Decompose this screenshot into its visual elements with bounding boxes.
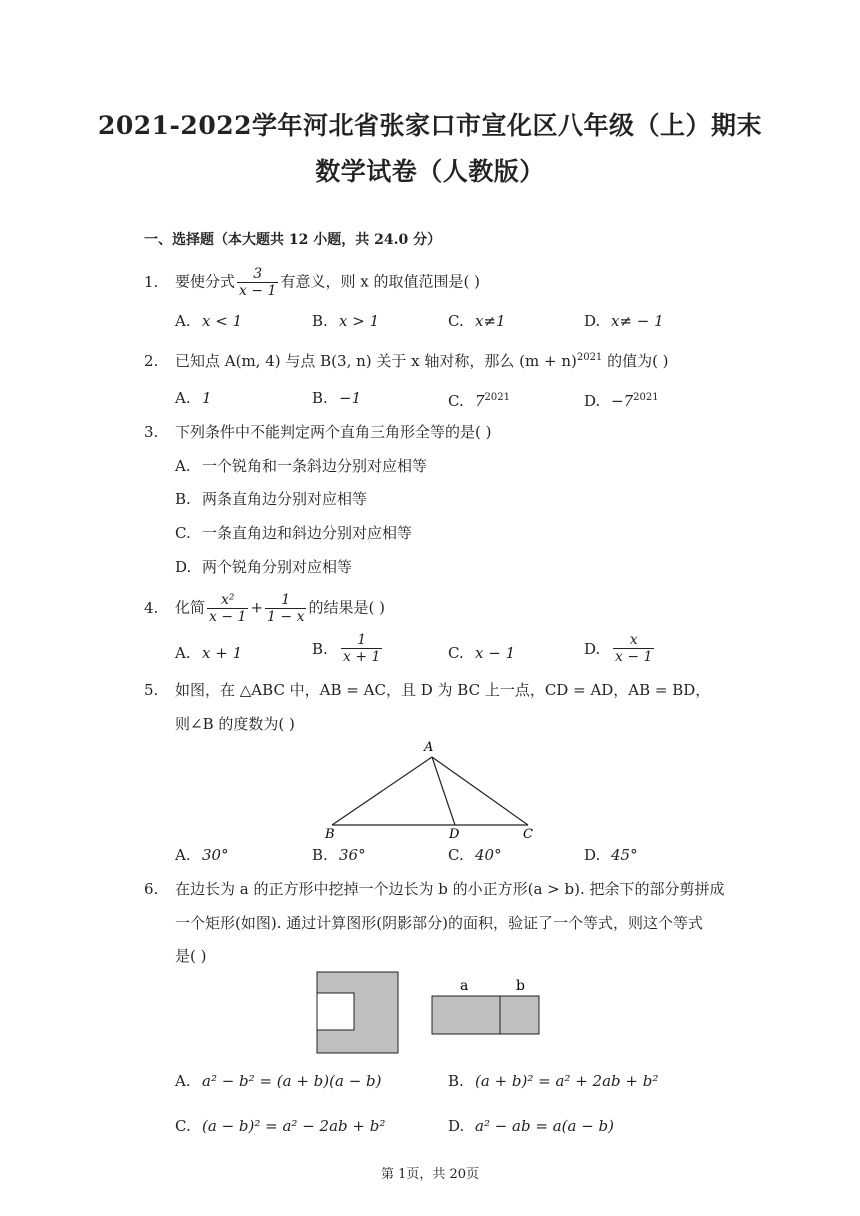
question-5: 5. 如图，在 △ABC 中，AB = AC，且 D 为 BC 上一点，CD = AD，AB = BD， bbox=[144, 681, 711, 699]
option-c[interactable]: C. $7^{2021}$ bbox=[448, 392, 510, 410]
question-3: 3. 下列条件中不能判定两个直角三角形全等的是( ) bbox=[144, 423, 492, 441]
option-d[interactable]: D. x≠ − 1 bbox=[584, 312, 664, 330]
page-footer: 第 1页，共 20页 bbox=[380, 1167, 480, 1182]
option-b[interactable]: B. x > 1 bbox=[312, 312, 380, 330]
vertex-label-d: D bbox=[449, 827, 460, 842]
vertex-label-c: C bbox=[523, 827, 533, 842]
fraction: $\frac{1}{1 - x}$ bbox=[267, 592, 305, 625]
option-d[interactable]: D. a² − ab = a(a − b) bbox=[448, 1117, 615, 1135]
option-c[interactable]: C. 40° bbox=[448, 846, 502, 864]
question-6-line3: 是( ) bbox=[175, 947, 207, 965]
option-a[interactable]: A. x < 1 bbox=[175, 312, 243, 330]
option-d[interactable]: D. 两个锐角分别对应相等 bbox=[175, 558, 353, 576]
square-figure bbox=[316, 971, 400, 1055]
option-a[interactable]: A. 30° bbox=[175, 846, 229, 864]
question-6-line2: 一个矩形(如图). 通过计算图形(阴影部分)的面积，验证了一个等式，则这个等式 bbox=[175, 914, 703, 932]
question-number: 4. bbox=[144, 598, 159, 617]
option-a[interactable]: A. a² − b² = (a + b)(a − b) bbox=[175, 1072, 382, 1090]
question-5-line2: 则∠B 的度数为( ) bbox=[175, 715, 295, 733]
option-c[interactable]: C. x − 1 bbox=[448, 644, 516, 662]
option-b[interactable]: B. (a + b)² = a² + 2ab + b² bbox=[448, 1072, 659, 1090]
section-heading: 一、选择题（本大题共 12 小题，共 24.0 分） bbox=[144, 232, 442, 248]
question-4: 4. 化简 $\frac{\text{x²}}{x - 1}$ + $\frac{1}{1 - x}$ 的结果是( ) bbox=[144, 592, 385, 625]
option-d[interactable]: D. $\frac{x}{x - 1}$ bbox=[584, 632, 653, 665]
option-c[interactable]: C. (a − b)² = a² − 2ab + b² bbox=[175, 1117, 386, 1135]
triangle-figure bbox=[320, 735, 540, 845]
question-6: 6. 在边长为 a 的正方形中挖掉一个边长为 b 的小正方形(a > b). 把余下的部分剪拼成 bbox=[144, 880, 725, 898]
question-2: 2. 已知点 A(m, 4) 与点 B(3, n) 关于 x 轴对称，那么 $(m + n)^{2021}$ 的值为( ) bbox=[144, 352, 669, 370]
option-b[interactable]: B. $\frac{1}{x + 1}$ bbox=[312, 632, 381, 665]
side-label-a: a bbox=[460, 978, 469, 994]
option-a[interactable]: A. 一个锐角和一条斜边分别对应相等 bbox=[175, 457, 428, 475]
option-c[interactable]: C. x≠1 bbox=[448, 312, 506, 330]
vertex-label-b: B bbox=[325, 827, 335, 842]
question-number: 5. bbox=[144, 681, 159, 699]
exam-title-line2: 数学试卷（人教版） bbox=[315, 157, 545, 186]
question-number: 3. bbox=[144, 423, 159, 441]
fraction: $\frac{\text{x²}}{x - 1}$ bbox=[209, 592, 247, 625]
rectangle-figure bbox=[428, 976, 544, 1038]
question-number: 1. bbox=[144, 272, 159, 291]
option-a[interactable]: A. 1 bbox=[175, 389, 212, 407]
option-b[interactable]: B. −1 bbox=[312, 389, 362, 407]
option-b[interactable]: B. 36° bbox=[312, 846, 366, 864]
option-d[interactable]: D. 45° bbox=[584, 846, 638, 864]
fraction: $\frac{3}{x - 1}$ bbox=[239, 266, 277, 299]
option-a[interactable]: A. x + 1 bbox=[175, 644, 243, 662]
exam-title-line1: 2021-2022学年河北省张家口市宣化区八年级（上）期末 bbox=[97, 111, 763, 140]
option-c[interactable]: C. 一条直角边和斜边分别对应相等 bbox=[175, 524, 413, 542]
question-number: 2. bbox=[144, 352, 159, 370]
side-label-b: b bbox=[516, 978, 525, 994]
vertex-label-a: A bbox=[424, 740, 434, 755]
question-number: 6. bbox=[144, 880, 159, 898]
option-d[interactable]: D. $-7^{2021}$ bbox=[584, 392, 659, 410]
option-b[interactable]: B. 两条直角边分别对应相等 bbox=[175, 490, 368, 508]
question-1: 1. 要使分式 $\frac{3}{x - 1}$ 有意义，则 x 的取值范围是( ) bbox=[144, 266, 480, 299]
